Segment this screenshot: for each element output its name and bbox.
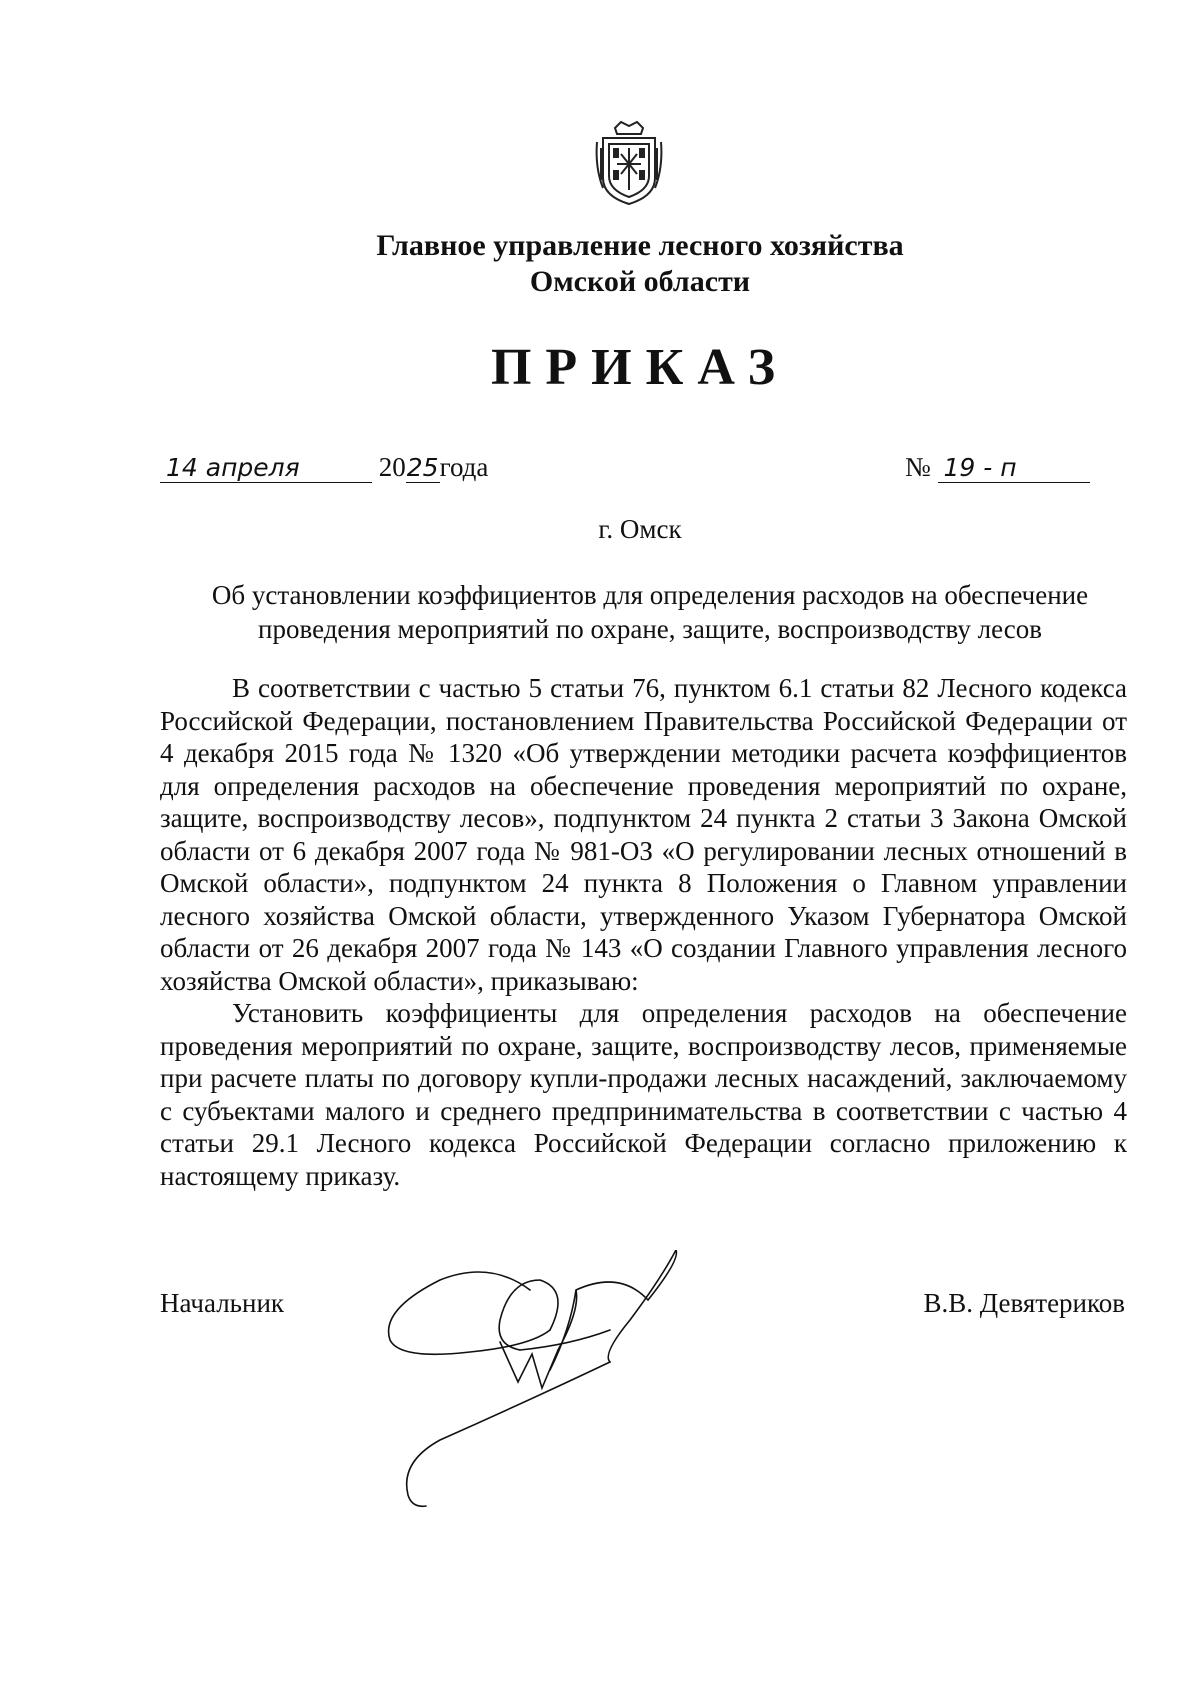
body-paragraph: В соответствии с частью 5 статьи 76, пунктом 6.1 статьи 82 Лесного кодекса Российской Федерации, постановлением Правительства Российской Федерации от 4 декабря 2015 года № 1320 «Об утверждении методики расчета коэффициентов для определения расходов на обеспечение проведения мероприятий по охране, защите, воспроизводству лесов», подпунктом 24 пункта 2 статьи 3 Закона Омской области от 6 декабря 2007 года № 981-ОЗ «О регулировании лесных отношений в Омской области», подпунктом 24 пункта 8 Положения о Главном управлении лесного хозяйства Омской области, утвержденного Указом Губернатора Омской области от 26 декабря 2007 года № 143 «О создании Главного управления лесного хозяйства Омской области», приказываю: <box>160 673 1127 996</box>
signatory-position: Начальник <box>160 1288 285 1318</box>
year-prefix: 20 <box>378 452 406 482</box>
coat-of-arms-icon <box>593 118 665 206</box>
year-suffix: года <box>439 452 489 482</box>
signatory-name: В.В. Девятериков <box>923 1288 1125 1318</box>
organization-name: Главное управление лесного хозяйства <box>376 229 904 262</box>
document-title: ПРИКАЗ <box>490 339 790 396</box>
document-subject: Об установлении коэффициентов для определения расходов на обеспечение проведения мероприятий по охране, защите, воспроизводству лесов <box>211 580 1089 644</box>
date-handwritten: 14 апреля <box>160 453 372 483</box>
document-body <box>160 672 1127 1192</box>
year-handwritten: 25 <box>406 453 439 482</box>
document-number <box>905 452 1090 483</box>
organization-region: Омской области <box>529 265 751 298</box>
number-handwritten: 19 - п <box>938 453 1090 483</box>
body-paragraph: Установить коэффициенты для определения расходов на обеспечение проведения мероприятий по охране, защите, воспроизводству лесов, применяемые при расчете платы по договору купли-продажи лесных насаждений, заключаемому с субъектами малого и среднего предпринимательства в соответствии с частью 4 статьи 29.1 Лесного кодекса Российской Федерации согласно приложению к настоящему приказу. <box>160 998 1127 1191</box>
handwritten-signature <box>380 1250 740 1510</box>
document-city: г. Омск <box>598 514 682 544</box>
document-date <box>160 452 488 483</box>
number-label: № <box>905 452 931 482</box>
